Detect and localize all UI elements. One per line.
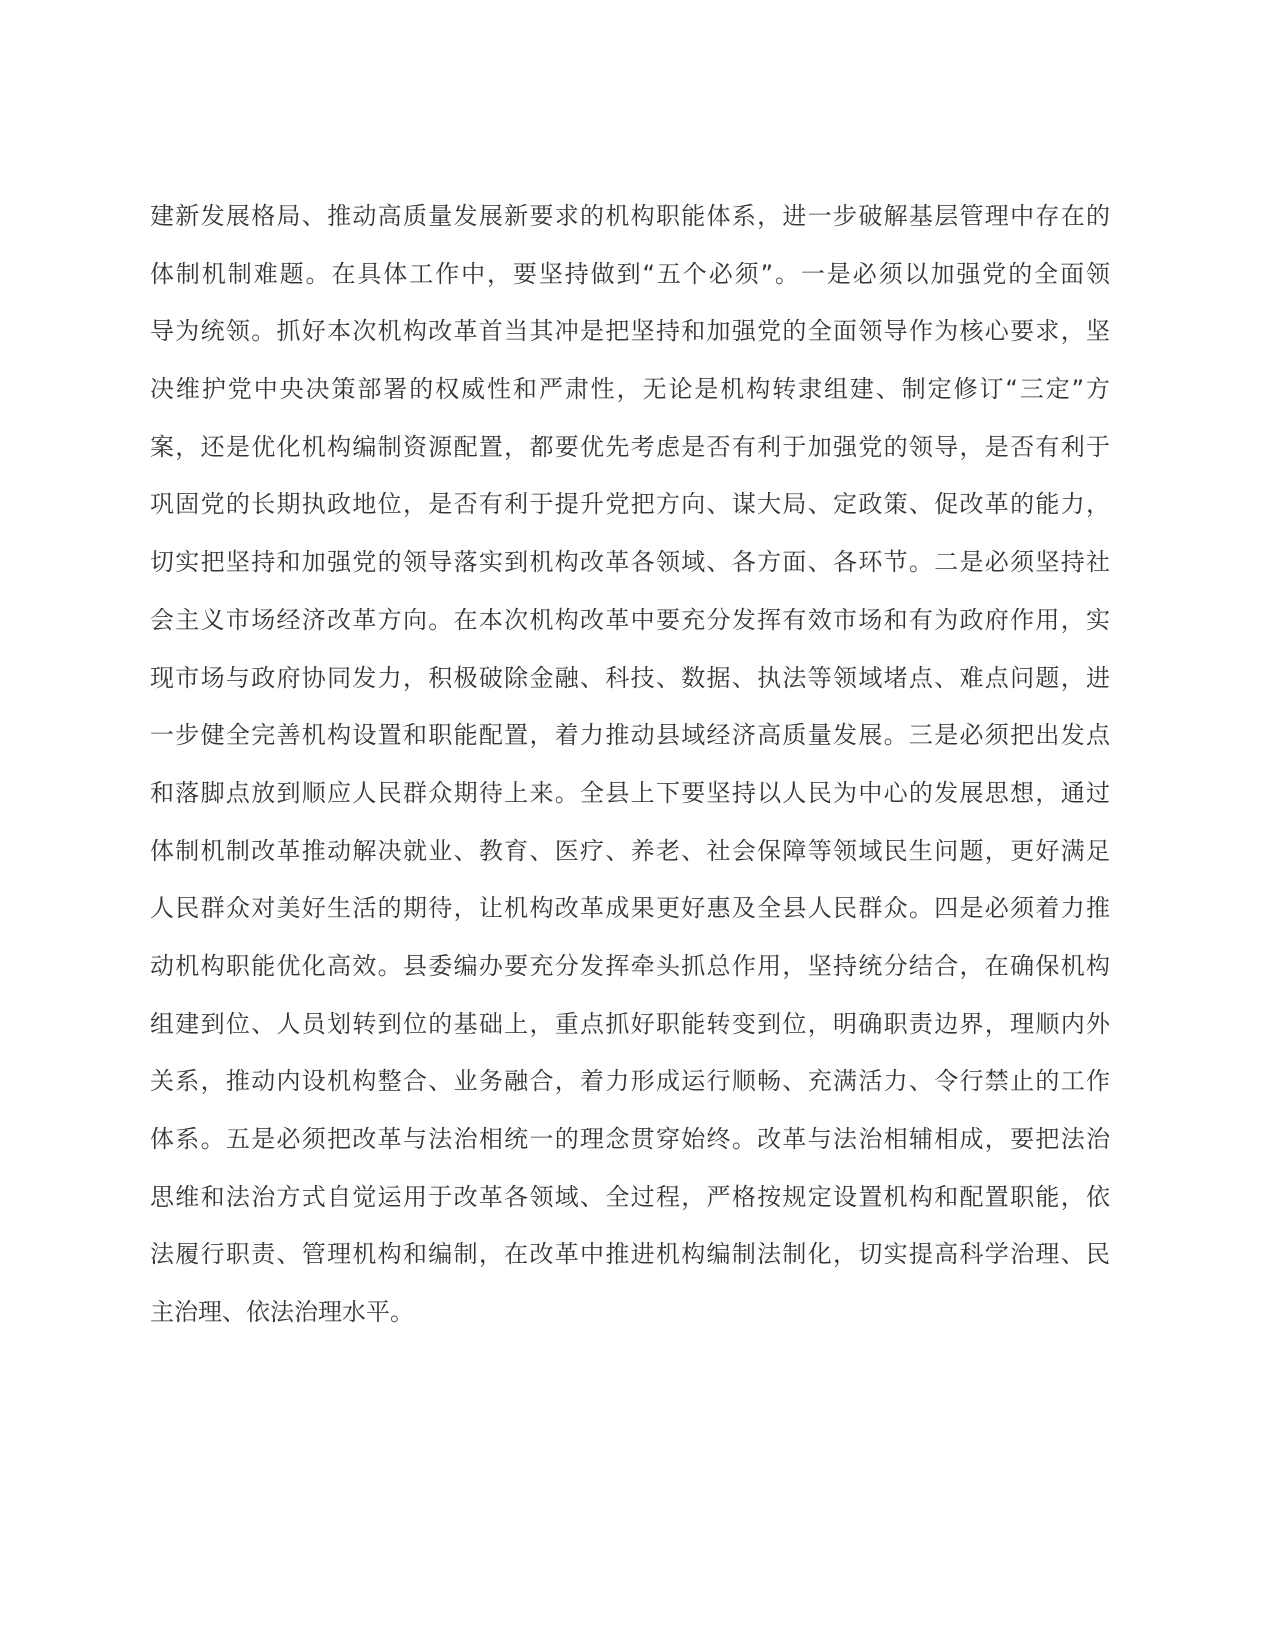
paragraph-line: 体制机制难题。在具体工作中，要坚持做到“五个必须”。一是必须以加强党的全面领 — [150, 259, 1110, 288]
paragraph-line: 人民群众对美好生活的期待，让机构改革成果更好惠及全县人民群众。四是必须着力推 — [150, 894, 1110, 923]
paragraph-line: 导为统领。抓好本次机构改革首当其冲是把坚持和加强党的全面领导作为核心要求，坚 — [150, 317, 1110, 346]
paragraph-line: 法履行职责、管理机构和编制，在改革中推进机构编制法制化，切实提高科学治理、民 — [150, 1240, 1110, 1269]
paragraph-line: 动机构职能优化高效。县委编办要充分发挥牵头抓总作用，坚持统分结合，在确保机构 — [150, 951, 1110, 980]
paragraph-line: 建新发展格局、推动高质量发展新要求的机构职能体系，进一步破解基层管理中存在的 — [150, 202, 1110, 230]
paragraph-line: 和落脚点放到顺应人民群众期待上来。全县上下要坚持以人民为中心的发展思想，通过 — [150, 778, 1110, 807]
paragraph-line: 一步健全完善机构设置和职能配置，着力推动县域经济高质量发展。三是必须把出发点 — [150, 721, 1110, 750]
paragraph-line: 现市场与政府协同发力，积极破除金融、科技、数据、执法等领域堵点、难点问题，进 — [150, 663, 1110, 692]
paragraph-line: 切实把坚持和加强党的领导落实到机构改革各领域、各方面、各环节。二是必须坚持社 — [150, 548, 1110, 577]
paragraph-line: 体系。五是必须把改革与法治相统一的理念贯穿始终。改革与法治相辅相成，要把法治 — [150, 1125, 1110, 1153]
paragraph-line-last: 主治理、依法治理水平。 — [150, 1298, 414, 1327]
body-paragraph — [150, 188, 1110, 1342]
paragraph-line: 决维护党中央决策部署的权威性和严肃性，无论是机构转隶组建、制定修订“三定”方 — [150, 375, 1110, 404]
paragraph-line: 组建到位、人员划转到位的基础上，重点抓好职能转变到位，明确职责边界，理顺内外 — [150, 1009, 1110, 1038]
paragraph-line: 关系，推动内设机构整合、业务融合，着力形成运行顺畅、充满活力、令行禁止的工作 — [150, 1067, 1110, 1096]
paragraph-line: 体制机制改革推动解决就业、教育、医疗、养老、社会保障等领域民生问题，更好满足 — [150, 836, 1110, 865]
paragraph-line: 会主义市场经济改革方向。在本次机构改革中要充分发挥有效市场和有为政府作用，实 — [150, 605, 1110, 634]
paragraph-line: 案，还是优化机构编制资源配置，都要优先考虑是否有利于加强党的领导，是否有利于 — [150, 432, 1110, 461]
paragraph-line: 巩固党的长期执政地位，是否有利于提升党把方向、谋大局、定政策、促改革的能力， — [150, 490, 1110, 519]
paragraph-line: 思维和法治方式自觉运用于改革各领域、全过程，严格按规定设置机构和配置职能，依 — [150, 1182, 1110, 1211]
